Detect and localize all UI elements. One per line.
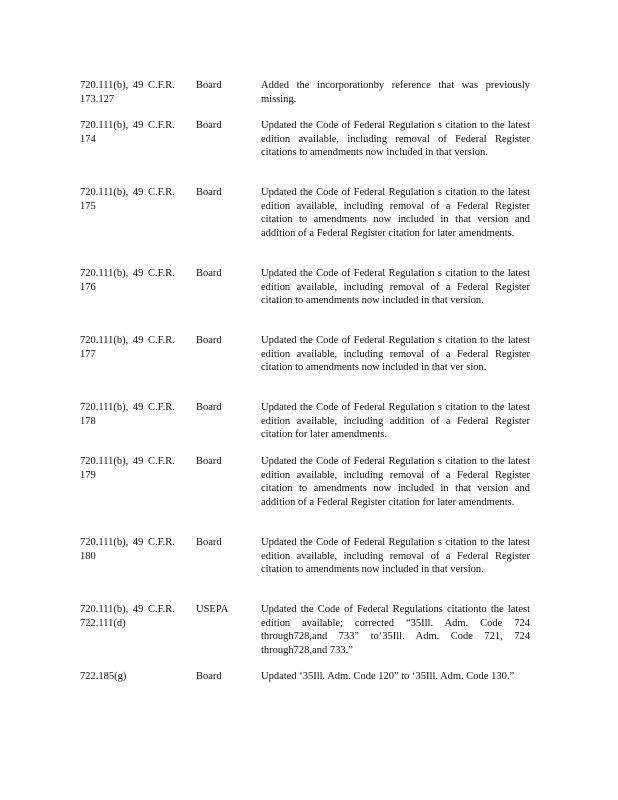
source-cell: Board xyxy=(196,187,222,198)
source-cell: USEPA xyxy=(196,604,229,615)
description-cell: Updated the Code of Federal Regulation s citation to the latest edition available, including removal of a Federal Register citation to amendments now included in that version and addition of a Federal Register citation for later amendments. xyxy=(261,456,530,508)
description-cell: Updated ‘35Ill. Adm. Code 120” to ‘35Ill. Adm. Code 130.” xyxy=(261,671,515,682)
description-cell: Updated the Code of Federal Regulation s citation to the latest edition available, including removal of a Federal Register citation to amendments now included in that version and addition of a Federal Register citation for later amendments. xyxy=(261,187,530,239)
section-cell: 720.111(b), 49 C.F.R. 180 xyxy=(80,537,175,562)
source-cell: Board xyxy=(196,402,222,413)
source-cell: Board xyxy=(196,268,222,279)
description-cell: Updated the Code of Federal Regulation s citation to the latest edition available, including removal of Federal Register citations to amendments now included in that version. xyxy=(261,120,530,159)
description-cell: Updated the Code of Federal Regulation s citation to the latest edition available, including addition of a Federal Register citation for later amendments. xyxy=(261,402,530,441)
section-cell: 720.111(b), 49 C.F.R. 177 xyxy=(80,335,175,360)
description-cell: Added the incorporationby reference that was previously missing. xyxy=(261,80,530,105)
section-cell: 720.111(b), 49 C.F.R. 175 xyxy=(80,187,175,212)
section-cell: 720.111(b), 49 C.F.R. 174 xyxy=(80,120,175,145)
source-cell: Board xyxy=(196,120,222,131)
description-cell: Updated the Code of Federal Regulation s citation to the latest edition available, including removal of a Federal Register citation to amendments now included in that version. xyxy=(261,537,530,576)
source-cell: Board xyxy=(196,335,222,346)
section-cell: 720.111(b), 49 C.F.R. 176 xyxy=(80,268,175,293)
section-cell: 720.111(b), 49 C.F.R. 722.111(d) xyxy=(80,604,175,629)
section-cell: 722.185(g) xyxy=(80,671,127,682)
section-cell: 720.111(b), 49 C.F.R. 179 xyxy=(80,456,175,481)
section-cell: 720.111(b), 49 C.F.R. 173.127 xyxy=(80,80,175,105)
description-cell: Updated the Code of Federal Regulations citationto the latest edition available; corrected “35Ill. Adm. Code 724 through728,and 733” to‘35Ill. Adm. Code 721, 724 through728,and 733.” xyxy=(261,604,530,656)
source-cell: Board xyxy=(196,537,222,548)
source-cell: Board xyxy=(196,456,222,467)
description-cell: Updated the Code of Federal Regulation s citation to the latest edition available, including removal of a Federal Register citation to amendments now included in that ver sion. xyxy=(261,335,530,374)
source-cell: Board xyxy=(196,671,222,682)
description-cell: Updated the Code of Federal Regulation s citation to the latest edition available, including removal of a Federal Register citation to amendments now included in that version. xyxy=(261,268,530,307)
source-cell: Board xyxy=(196,80,222,91)
section-cell: 720.111(b), 49 C.F.R. 178 xyxy=(80,402,175,427)
